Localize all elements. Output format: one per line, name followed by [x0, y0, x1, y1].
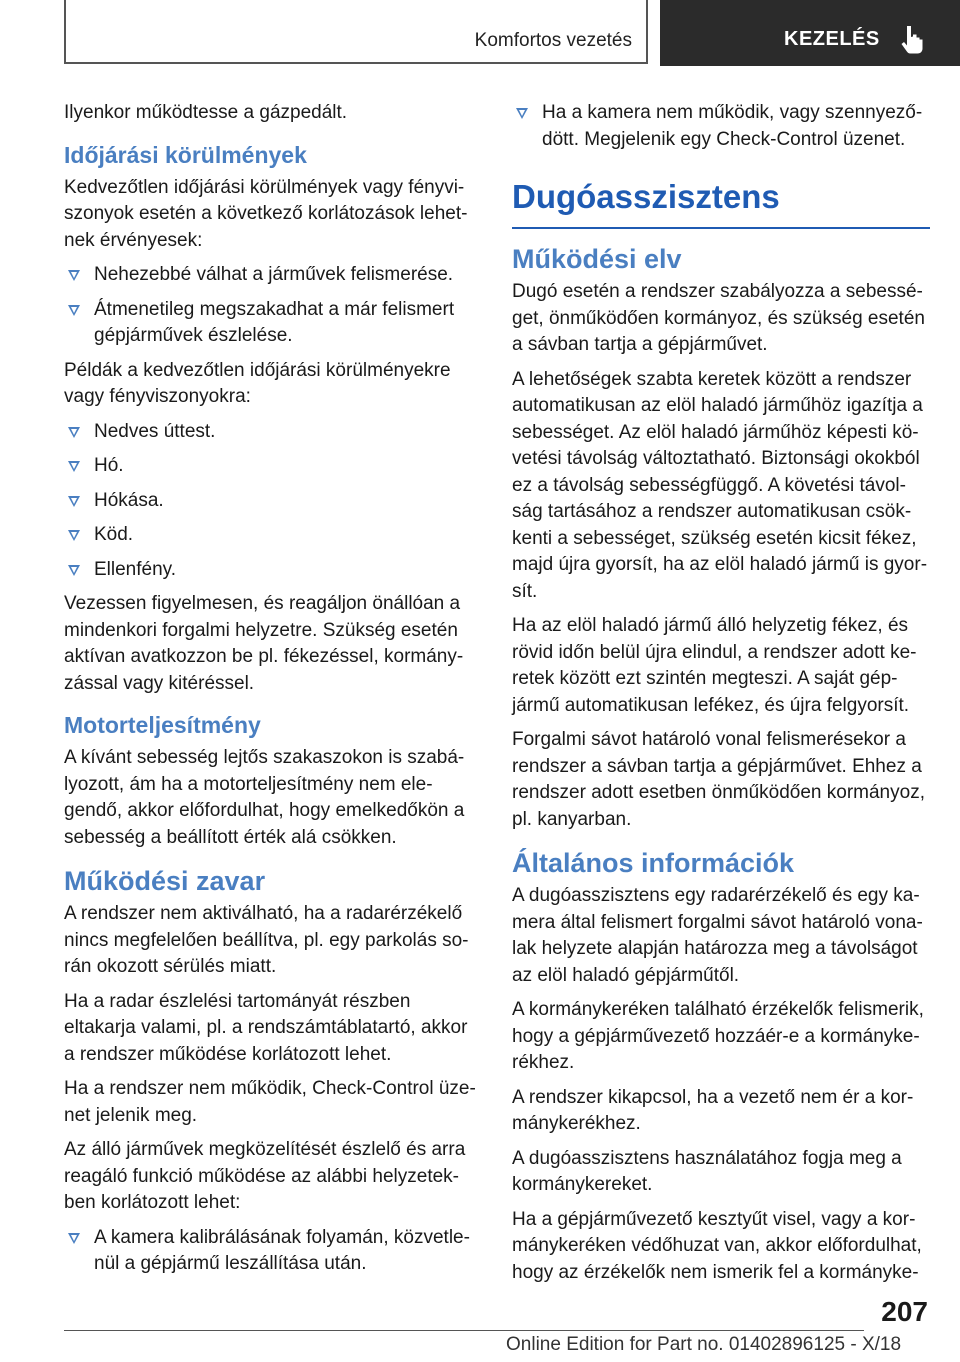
- general-paragraph-1: A dugóasszisztens egy radarérzékelő és egy ka-mera által felismert forgalmi sávot határoló vona-lak helyzete alapján határozza meg a távolságot az elöl haladó gépjárműtől.: [512, 885, 923, 986]
- principle-paragraph-3: Ha az elöl haladó jármű álló helyzetig fékez, és rövid időn belül újra elindul, a rendszer adott ke-retek között ezt szintén megteszi. A saját gép-jármű automatikusan lefékez, és újra felgyorsít.: [512, 615, 917, 716]
- triangle-bullet-icon: [68, 565, 80, 576]
- general-paragraph-4: A dugóasszisztens használatához fogja meg a kormánykereket.: [512, 1147, 902, 1195]
- general-paragraph-5: Ha a gépjárművezető kesztyűt visel, vagy a kor-mánykeréken védőhuzat van, akkor előfordulhat, hogy az érzékelők nem ismerik fel a kormányke-: [512, 1208, 922, 1283]
- triangle-bullet-icon: [68, 530, 80, 541]
- intro-paragraph: Ilyenkor működtesse a gázpedált.: [64, 102, 348, 123]
- fault-paragraph-3: Ha a rendszer nem működik, Check-Control üze-net jelenik meg.: [64, 1078, 476, 1126]
- list-item: A kamera kalibrálásának folyamán, közvetle-nül a gépjármű leszállítása után.: [64, 1225, 482, 1278]
- fault-paragraph-1: A rendszer nem aktiválható, ha a radarérzékelő nincs megfelelően beállítva, pl. egy parkolás so-rán okozott sérülés miatt.: [64, 903, 469, 977]
- list-item: Hó.: [64, 453, 482, 480]
- heading-operating-principle: Működési elv: [512, 244, 682, 274]
- header-chapter-box: [660, 0, 960, 66]
- principle-paragraph-1: Dugó esetén a rendszer szabályozza a sebessé-get, önműködően kormányoz, és szükség esetén a sávban tartja a gépjárművet.: [512, 281, 925, 355]
- triangle-bullet-icon: [68, 305, 80, 316]
- triangle-bullet-icon: [68, 427, 80, 438]
- engine-paragraph: A kívánt sebesség lejtős szakaszokon is szabá-lyozott, ám ha a motorteljesítmény nem ele-gendő, akkor előfordulhat, hogy emelkedőkön a sebesség a beállított érték alá csökken.: [64, 747, 465, 848]
- careful-paragraph: Vezessen figyelmesen, és reagáljon önállóan a mindenkori forgalmi helyzetre. Szükség esetén aktívan avatkozzon be pl. fékezéssel, kormány-zással vagy kitéréssel.: [64, 593, 464, 694]
- left-column: [64, 100, 482, 1286]
- heading-engine-power: Motorteljesítmény: [64, 712, 261, 738]
- footer-divider: [64, 1330, 864, 1331]
- right-column: [512, 100, 930, 1294]
- fault-paragraph-4: Az álló járművek megközelítését észlelő és arra reagáló funkció működése az alábbi helyzetek-ben korlátozott lehet:: [64, 1139, 466, 1213]
- triangle-bullet-icon: [68, 461, 80, 472]
- triangle-bullet-icon: [68, 1233, 80, 1244]
- list-item: Ha a kamera nem működik, vagy szennyező-dött. Megjelenik egy Check-Control üzenet.: [512, 100, 930, 153]
- weather-list: [64, 262, 482, 350]
- list-item: Nehezebbé válhat a járművek felismerése.: [64, 262, 482, 289]
- list-item: Nedves úttest.: [64, 419, 482, 446]
- triangle-bullet-icon: [516, 108, 528, 119]
- heading-traffic-jam-assistant: Dugóasszisztens: [512, 177, 930, 229]
- examples-list: [64, 419, 482, 584]
- fault-list: [64, 1225, 482, 1278]
- general-paragraph-3: A rendszer kikapcsol, ha a vezető nem ér a kor-mánykerékhez.: [512, 1086, 914, 1134]
- list-item: Hókása.: [64, 488, 482, 515]
- triangle-bullet-icon: [68, 496, 80, 507]
- header-section-title: Komfortos vezetés: [474, 30, 632, 51]
- principle-paragraph-4: Forgalmi sávot határoló vonal felismerésekor a rendszer a sávban tartja a gépjárművet. Ehhez a rendszer adott esetben önműködően kormányoz, pl. kanyarban.: [512, 729, 925, 830]
- general-paragraph-2: A kormánykeréken található érzékelők felismerik, hogy a gépjárművezető hozzáér-e a kormányke-rékhez.: [512, 999, 924, 1073]
- list-item: Átmenetileg megszakadhat a már felismert gépjárművek észlelése.: [64, 297, 482, 350]
- weather-paragraph: Kedvezőtlen időjárási körülmények vagy fényvi-szonyok esetén a következő korlátozások lehet-nek érvényesek:: [64, 176, 468, 251]
- page-number: 207: [881, 1296, 928, 1327]
- heading-general-information: Általános információk: [512, 848, 795, 878]
- examples-paragraph: Példák a kedvezőtlen időjárási körülményekre vagy fényviszonyokra:: [64, 359, 451, 407]
- continued-fault-list: [512, 100, 930, 153]
- list-item: Ellenfény.: [64, 557, 482, 584]
- header-section-box: [64, 0, 648, 64]
- triangle-bullet-icon: [68, 270, 80, 281]
- list-item: Köd.: [64, 522, 482, 549]
- principle-paragraph-2: A lehetőségek szabta keretek között a rendszer automatikusan az elöl haladó járműhöz igazítja a sebességet. Az elöl haladó járműhöz képesti kö-vetési távolság változtatható. Biztonsági okokból ez a távolság sebességfüggő. A követési távol-ság tartásához a rendszer automatikusan csök-kenti a sebességet, szükség esetén kicsit fékez, majd újra gyorsít, ha az elöl haladó jármű is gyor-sít.: [512, 368, 928, 602]
- footer-edition: Online Edition for Part no. 01402896125 - X/18: [506, 1334, 902, 1355]
- heading-malfunction: Működési zavar: [64, 866, 266, 896]
- fault-paragraph-2: Ha a radar észlelési tartományát részben eltakarja valami, pl. a rendszámtáblatartó, akkor a rendszer működése korlátozott lehet.: [64, 990, 468, 1065]
- heading-weather: Időjárási körülmények: [64, 141, 307, 168]
- hand-pointer-icon: [896, 22, 928, 54]
- header-chapter-title: KEZELÉS: [784, 28, 880, 50]
